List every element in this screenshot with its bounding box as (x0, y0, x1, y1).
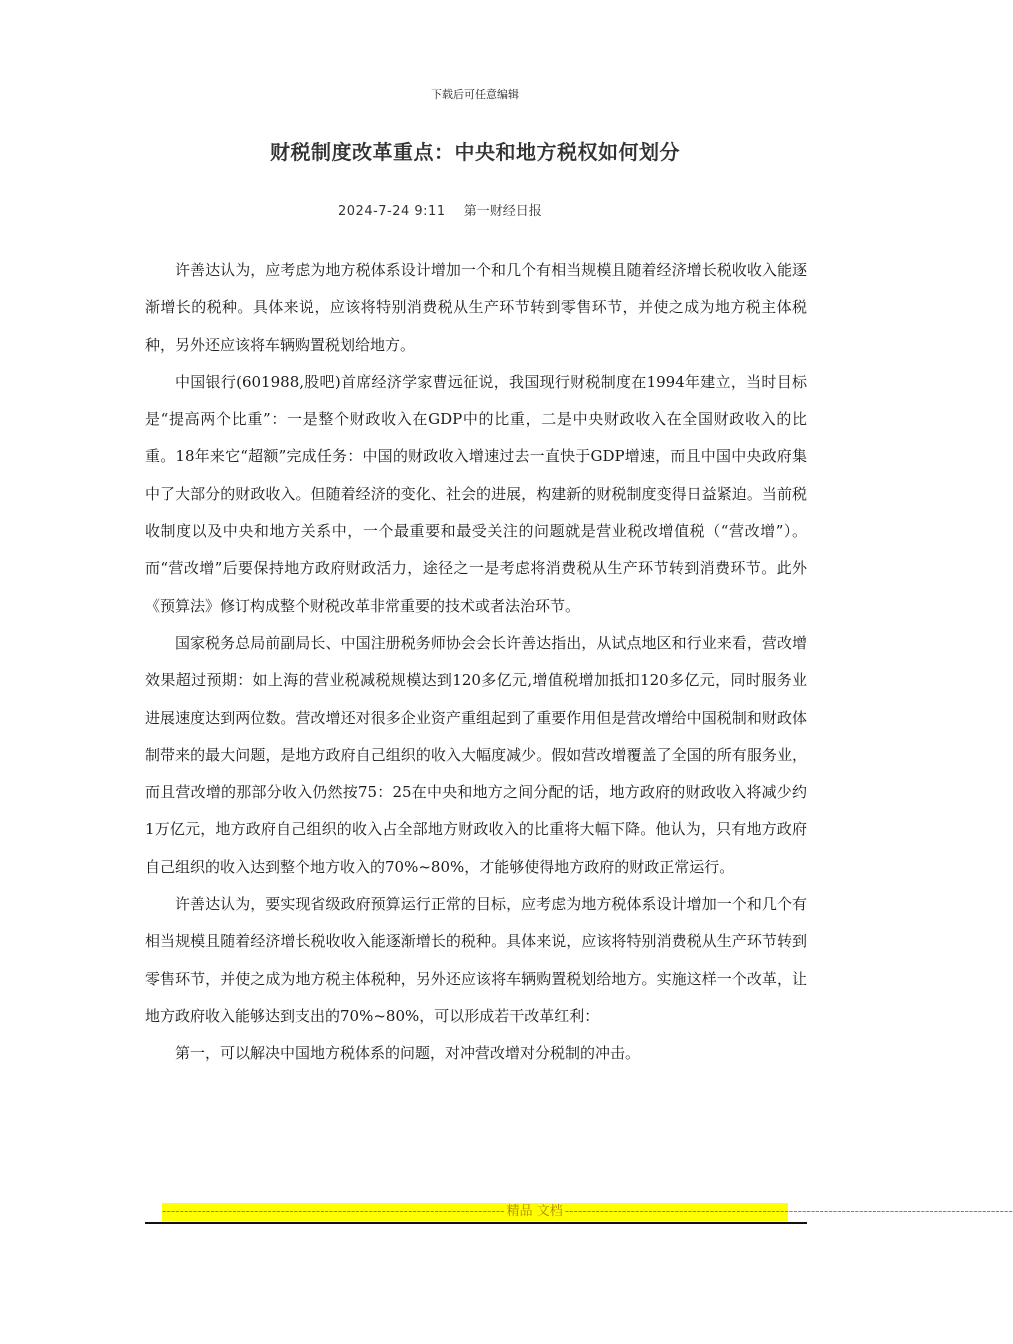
article-source: 第一财经日报 (463, 204, 542, 219)
footer-divider (145, 1222, 807, 1224)
footer-label: 精品 文档 (506, 1204, 563, 1219)
paragraph: 第一，可以解决中国地方税体系的问题，对冲营改增对分税制的冲击。 (175, 1044, 641, 1063)
paragraph: 许善达认为，要实现省级政府预算运行正常的目标，应考虑为地方税体系设计增加一个和几个有相当规模且随着经济增长税收收入能逐渐增长的税种。具体来说，应该将特别消费税从生产环节转到零售环节，并使之成为地方税主体税种，另外还应该将车辆购置税划给地方。实施这样一个改革，让地方政府收入能够达到支出的70%~80%，可以形成若干改革红利： (145, 895, 807, 1025)
footer-dashes-right: ------------------------------------------------------------------------------------------------------ (564, 1204, 1013, 1219)
article-title: 财税制度改革重点：中央和地方税权如何划分 (270, 140, 680, 164)
paragraph: 国家税务总局前副局长、中国注册税务师协会会长许善达指出，从试点地区和行业来看，营改增效果超过预期：如上海的营业税减税规模达到120多亿元,增值税增加抵扣120多亿元，同时服务业进展速度达到两位数。营改增还对很多企业资产重组起到了重要作用但是营改增给中国税制和财政体制带来的最大问题，是地方政府自己组织的收入大幅度减少。假如营改增覆盖了全国的所有服务业，而且营改增的那部分收入仍然按75：25在中央和地方之间分配的话，地方政府的财政收入将减少约1万亿元，地方政府自己组织的收入占全部地方财政收入的比重将大幅下降。他认为，只有地方政府自己组织的收入达到整个地方收入的70%~80%，才能够使得地方政府的财政正常运行。 (145, 633, 807, 876)
article-body (145, 252, 807, 1073)
footer-dashes-left: ------------------------------------------------------------------------------ (162, 1204, 505, 1219)
paragraph: 中国银行(601988,股吧)首席经济学家曹远征说，我国现行财税制度在1994年建立，当时目标是“提高两个比重”：一是整个财政收入在GDP中的比重，二是中央财政收入在全国财政收入的比重。18年来它“超额”完成任务：中国的财政收入增速过去一直快于GDP增速，而且中国中央政府集中了大部分的财政收入。但随着经济的变化、社会的进展，构建新的财税制度变得日益紧迫。当前税收制度以及中央和地方关系中，一个最重要和最受关注的问题就是营业税改增值税（“营改增”）。而“营改增”后要保持地方政府财政活力，途径之一是考虑将消费税从生产环节转到消费环节。此外《预算法》修订构成整个财税改革非常重要的技术或者法治环节。 (145, 372, 807, 615)
footer-watermark-band (162, 1203, 1013, 1221)
paragraph: 许善达认为，应考虑为地方税体系设计增加一个和几个有相当规模且随着经济增长税收收入能逐渐增长的税种。具体来说，应该将特别消费税从生产环节转到零售环节，并使之成为地方税主体税种，另外还应该将车辆购置税划给地方。 (145, 261, 807, 354)
article-meta (338, 200, 542, 219)
page-header-note: 下载后可任意编辑 (431, 88, 519, 101)
article-date: 2024-7-24 9:11 (338, 204, 446, 219)
